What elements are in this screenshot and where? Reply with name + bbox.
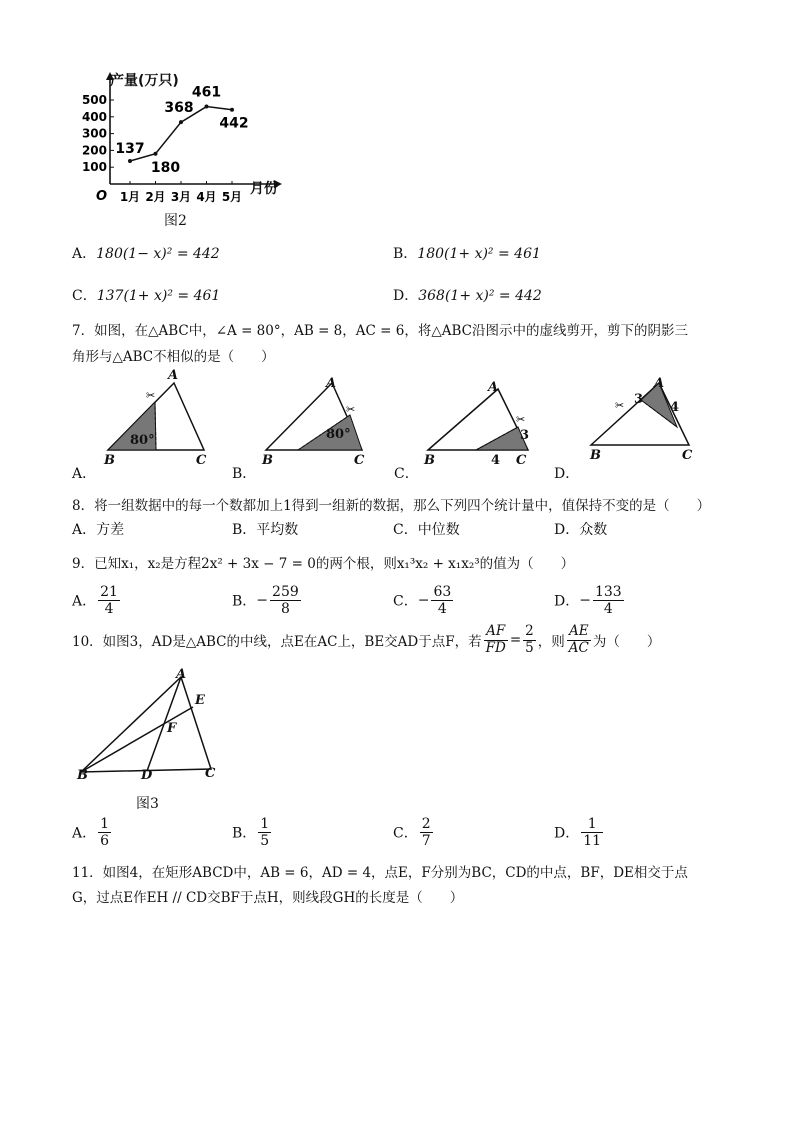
chart-origin: O — [96, 189, 108, 204]
q7-option-b[interactable]: B． — [232, 466, 257, 482]
chart-xlabel: 月份 — [250, 181, 278, 197]
fig-b-angle: 80° — [326, 427, 351, 442]
denominator: AC — [568, 639, 589, 656]
denominator: 4 — [104, 601, 114, 618]
numerator: 63 — [433, 584, 452, 600]
fig-b-vertex-b: B — [262, 453, 273, 468]
q10-stem-pre: 10．如图3，AD是△ABC的中线，点E在AC上，BE交AD于点F，若 — [72, 634, 482, 651]
q7-option-d[interactable]: D． — [554, 466, 580, 482]
option-sign: − — [417, 592, 430, 609]
data-label: 461 — [191, 84, 222, 101]
option-letter: C． — [393, 593, 418, 610]
q10-vertex-e: E — [195, 693, 205, 708]
data-label: 180 — [150, 159, 181, 176]
data-label: 442 — [219, 115, 249, 132]
q8-stem: 8．将一组数据中的每一个数都加上1得到一组新的数据，那么下列四个统计量中，值保持不变的是（ ） — [72, 498, 711, 514]
option-letter: C． — [72, 288, 97, 304]
x-tick-label: 5月 — [221, 190, 243, 204]
denominator: 4 — [603, 601, 613, 618]
q7-option-a[interactable]: A． — [72, 466, 97, 482]
q8-option-a[interactable]: A．方差 — [72, 522, 125, 538]
q9-option-a[interactable] — [72, 584, 122, 617]
q11-stem-line1: 11．如图4，在矩形ABCD中，AB = 6，AD = 4，点E，F分别为BC，CD的中点，BF，DE相交于点 — [72, 865, 688, 881]
option-letter: A． — [72, 246, 97, 262]
denominator: 5 — [260, 833, 270, 850]
data-point — [179, 120, 183, 124]
y-tick-label: 100 — [81, 160, 107, 175]
q7-option-c[interactable]: C． — [394, 466, 419, 482]
fig-a-vertex-a: A — [168, 368, 179, 383]
denominator: 7 — [421, 833, 431, 850]
q9-option-c[interactable] — [393, 584, 455, 617]
x-tick-label: 3月 — [170, 190, 192, 204]
q8-option-b[interactable]: B．平均数 — [232, 522, 299, 538]
q10-vertex-f: F — [167, 721, 177, 736]
y-tick-label: 400 — [81, 109, 107, 124]
q9-stem: 9．已知x₁，x₂是方程2x² + 3x − 7 = 0的两个根，则x₁³x₂ + x₁x₂³的值为（ ） — [72, 556, 575, 572]
option-letter: B． — [393, 246, 418, 262]
fig-d-vertex-a: A — [654, 376, 665, 391]
fig-d-vertex-b: B — [590, 448, 601, 463]
data-label: 368 — [164, 100, 194, 117]
fig-c-length-3: 3 — [520, 428, 530, 443]
option-letter: B． — [232, 593, 257, 610]
fig-a-vertex-c: C — [196, 453, 207, 468]
fig-d-length-3: 3 — [634, 392, 644, 407]
option-fraction — [258, 816, 271, 849]
fig-b-vertex-c: C — [354, 453, 365, 468]
fig-c-length-4: 4 — [491, 453, 501, 468]
option-letter: D． — [554, 825, 580, 842]
fig-b-vertex-a: A — [326, 376, 337, 391]
denominator: FD — [485, 639, 506, 656]
q10-vertex-c: C — [205, 766, 216, 781]
numerator: 2 — [525, 623, 534, 639]
equals-sign: = — [509, 632, 522, 649]
denominator: 11 — [583, 833, 602, 850]
svg-text:✂: ✂ — [516, 413, 526, 426]
option-fraction — [420, 816, 433, 849]
fraction-2-5 — [523, 624, 536, 656]
numerator: AF — [484, 624, 508, 641]
svg-text:✂: ✂ — [146, 389, 156, 402]
figure-caption-3: 图3 — [136, 796, 159, 812]
y-tick-label: 500 — [81, 93, 107, 107]
numerator: AE — [567, 624, 591, 641]
denominator: 8 — [280, 601, 290, 618]
fig-c-vertex-c: C — [516, 453, 527, 468]
numerator: 1 — [100, 816, 110, 832]
q8-option-c[interactable]: C．中位数 — [393, 522, 460, 538]
q9-option-d[interactable] — [554, 584, 626, 617]
q10-stem — [72, 624, 660, 656]
option-fraction — [593, 584, 624, 617]
data-point — [230, 108, 234, 112]
q10-stem-mid: ，则 — [537, 634, 565, 651]
option-expr: 137(1+ x)² = 461 — [96, 288, 221, 304]
data-point — [128, 159, 132, 163]
q10-figure — [75, 665, 225, 785]
x-tick-label: 1月 — [119, 190, 141, 204]
q7-stem-line2: 角形与△ABC不相似的是（ ） — [72, 349, 275, 365]
q10-option-d[interactable] — [554, 816, 605, 849]
q8-option-d[interactable]: D．众数 — [554, 522, 608, 538]
option-fraction — [270, 584, 301, 617]
q11-stem-line2: G，过点E作EH // CD交BF于点H，则线段GH的长度是（ ） — [72, 890, 464, 906]
option-sign: − — [256, 592, 269, 609]
fig-d-length-4: 4 — [670, 400, 680, 415]
q10-option-b[interactable] — [232, 816, 273, 849]
chart-ylabel: 产量(万只) — [110, 73, 179, 89]
numerator: 2 — [421, 816, 431, 832]
svg-text:✂: ✂ — [346, 403, 356, 416]
denominator: 6 — [100, 833, 110, 850]
option-fraction — [98, 816, 111, 849]
option-expr: 368(1+ x)² = 442 — [418, 288, 542, 304]
denominator: 5 — [525, 639, 534, 656]
option-fraction — [581, 816, 603, 849]
q6-option-d[interactable] — [393, 285, 542, 305]
x-tick-label: 2月 — [145, 190, 166, 204]
data-point — [205, 105, 209, 109]
denominator: 4 — [437, 601, 447, 618]
q10-option-a[interactable] — [72, 816, 113, 849]
option-letter: A． — [72, 593, 97, 610]
q10-vertex-a: A — [176, 667, 187, 682]
q9-option-b[interactable] — [232, 584, 303, 617]
q6-option-c[interactable] — [72, 285, 220, 305]
fig-a-angle: 80° — [130, 433, 155, 448]
option-letter: D． — [393, 288, 419, 304]
figure-caption-2: 图2 — [164, 213, 187, 229]
q10-vertex-b: B — [77, 768, 88, 783]
q6-option-a[interactable] — [72, 243, 220, 263]
numerator: 21 — [100, 584, 118, 600]
option-fraction — [431, 584, 453, 617]
q6-option-b[interactable] — [393, 243, 541, 263]
q10-vertex-d: D — [141, 768, 153, 783]
svg-text:✂: ✂ — [615, 399, 625, 412]
y-tick-label: 200 — [81, 143, 107, 158]
data-label: 137 — [115, 140, 145, 157]
x-tick-label: 4月 — [196, 190, 217, 204]
numerator: 133 — [594, 584, 622, 600]
fig-c-vertex-b: B — [424, 453, 435, 468]
numerator: 1 — [581, 816, 603, 833]
option-fraction — [98, 584, 120, 617]
option-letter: C． — [393, 825, 418, 842]
numerator: 1 — [260, 816, 270, 832]
option-expr: 180(1+ x)² = 461 — [417, 246, 541, 262]
y-tick-label: 300 — [81, 126, 107, 141]
q10-stem-post: 为（ ） — [592, 634, 661, 651]
fig-c-vertex-a: A — [488, 380, 499, 395]
option-sign: − — [579, 592, 591, 609]
fig-a-vertex-b: B — [104, 453, 115, 468]
q7-stem-line1: 7．如图，在△ABC中，∠A = 80°，AB = 8，AC = 6，将△ABC沿图示中的虚线剪开，剪下的阴影三 — [72, 323, 688, 339]
option-expr: 180(1− x)² = 442 — [96, 246, 220, 262]
q10-option-c[interactable] — [393, 816, 435, 849]
option-letter: B． — [232, 825, 257, 842]
option-letter: D． — [554, 593, 580, 610]
fraction-af-fd — [484, 624, 508, 656]
numerator: 259 — [272, 584, 299, 600]
data-point — [154, 152, 158, 156]
option-letter: A． — [72, 825, 97, 842]
fig-d-vertex-c: C — [682, 448, 693, 463]
fraction-ae-ac — [567, 624, 591, 656]
